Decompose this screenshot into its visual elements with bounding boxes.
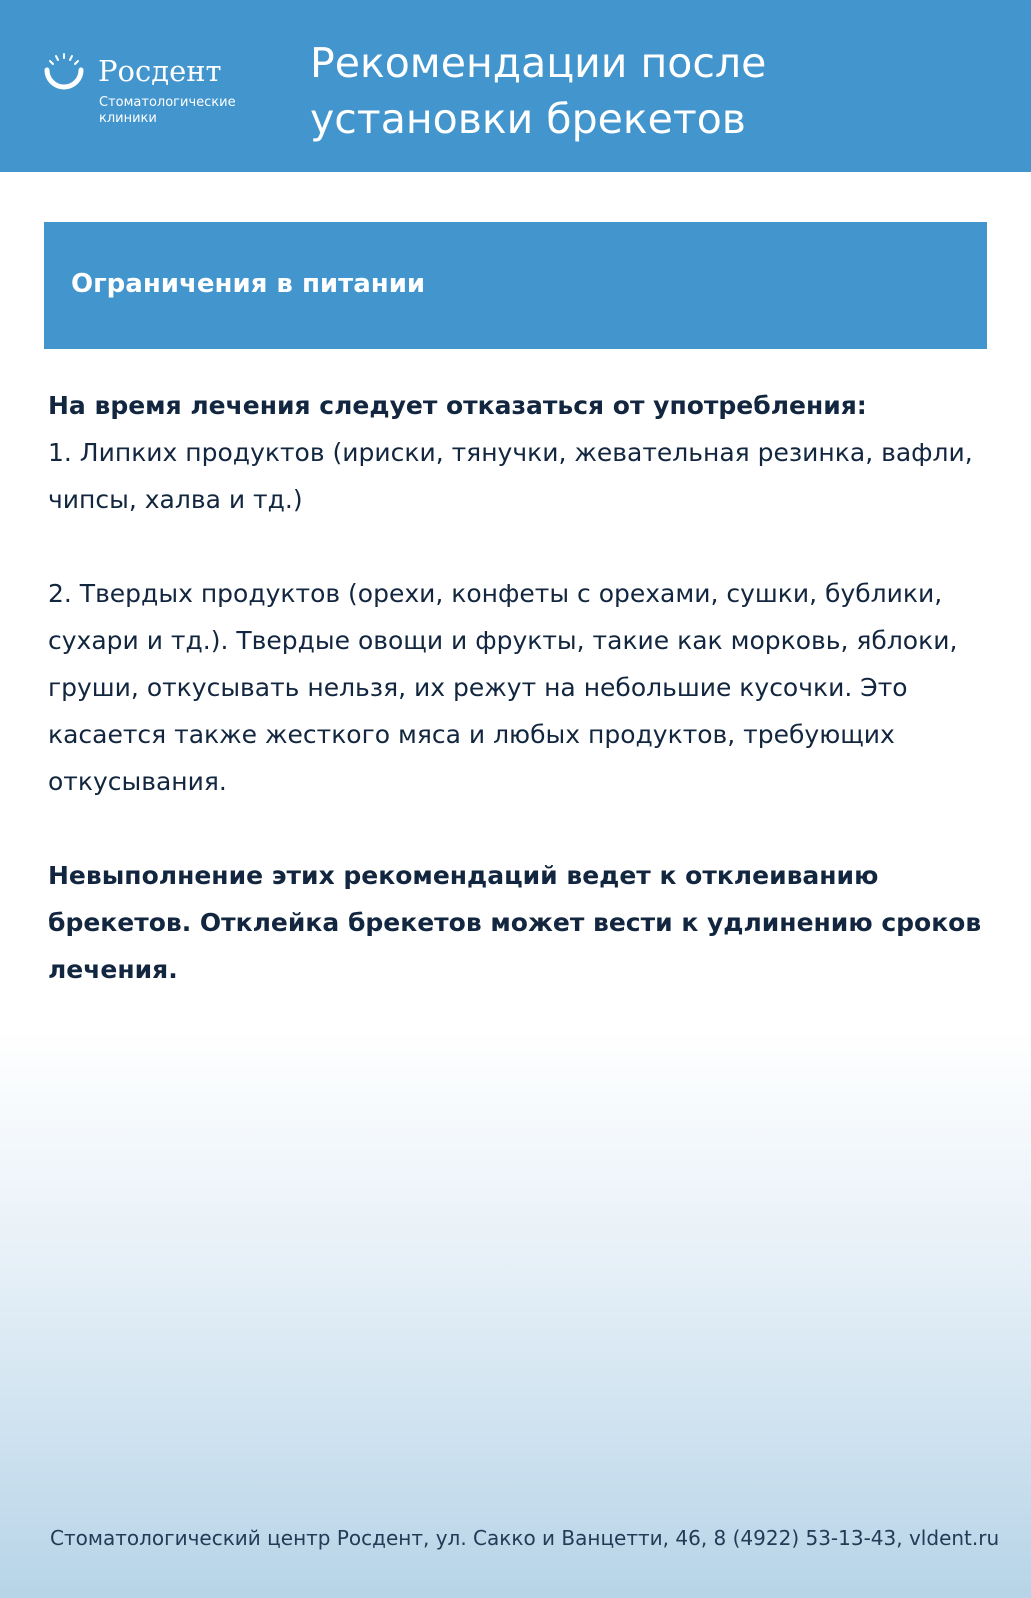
logo-name: Росдент: [98, 54, 222, 88]
logo-subtitle: Стоматологические клиники: [99, 95, 236, 126]
recommendations-content: [48, 382, 988, 993]
logo: [43, 52, 253, 132]
list-item-hard-food: 2. Твердых продуктов (орехи, конфеты с орехами, сушки, бублики, сухари и тд.). Твердые овощи и фрукты, такие как морковь, яблоки, груши, откусывать нельзя, их режут на небольшие кусочки. Это касается также жесткого мяса и любых продуктов, требующих откусывания.: [48, 579, 958, 796]
intro-text: На время лечения следует отказаться от употребления:: [48, 391, 867, 420]
warning-text: Невыполнение этих рекомендаций ведет к отклеиванию брекетов. Отклейка брекетов может вести к удлинению сроков лечения.: [48, 861, 982, 984]
list-item-sticky-food: 1. Липких продуктов (ириски, тянучки, жевательная резинка, вафли, чипсы, халва и тд.): [48, 438, 973, 514]
section-header: [44, 222, 987, 349]
section-title: Ограничения в питании: [71, 269, 426, 299]
footer-contact-info: Стоматологический центр Росдент, ул. Сакко и Ванцетти, 46, 8 (4922) 53-13-43, vldent.ru: [50, 1526, 1000, 1550]
header: [0, 0, 1031, 172]
rosdent-logo-icon: [43, 52, 85, 94]
page-title: Рекомендации после установки брекетов: [310, 39, 767, 143]
